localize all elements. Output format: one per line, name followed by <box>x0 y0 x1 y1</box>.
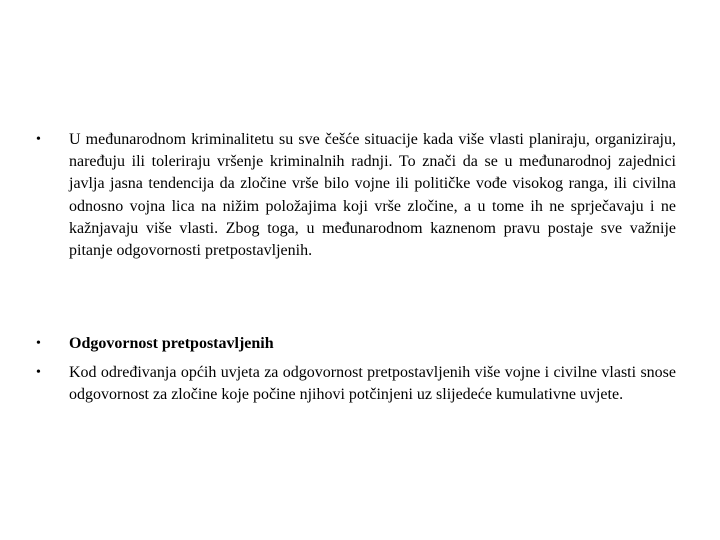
bullet-icon: • <box>36 336 41 351</box>
section-heading: Odgovornost pretpostavljenih <box>69 335 274 352</box>
bullet-icon: • <box>36 365 41 380</box>
bullet-item-heading <box>36 333 676 355</box>
bullet-item-general-conditions <box>36 362 676 406</box>
bullet-text: Kod određivanja općih uvjeta za odgovornost pretpostavljenih više vojne i civilne vlasti snose odgovornost za zločine koje počine njihovi potčinjeni uz slijedeće kumulativne uvjete. <box>69 364 676 404</box>
bullet-text: U međunarodnom kriminalitetu su sve češće situacije kada više vlasti planiraju, organiziraju, naređuju ili toleriraju vršenje kriminalnih radnji. To znači da se u međunarodnoj zajednici javlja jasna tendencija da zločine vrše bilo vojne ili političke vođe visokog ranga, ili civilna odnosno vojna lica na nižim položajima koji vrše zločine, a u tome ih ne sprječavaju i ne kažnjavaju više vlasti. Zbog toga, u međunarodnom kaznenom pravu postaje sve važnije pitanje odgovornosti pretpostavljenih. <box>69 131 676 260</box>
bullet-item-superior-authority-crimes <box>36 129 676 262</box>
bullet-icon: • <box>36 132 41 147</box>
